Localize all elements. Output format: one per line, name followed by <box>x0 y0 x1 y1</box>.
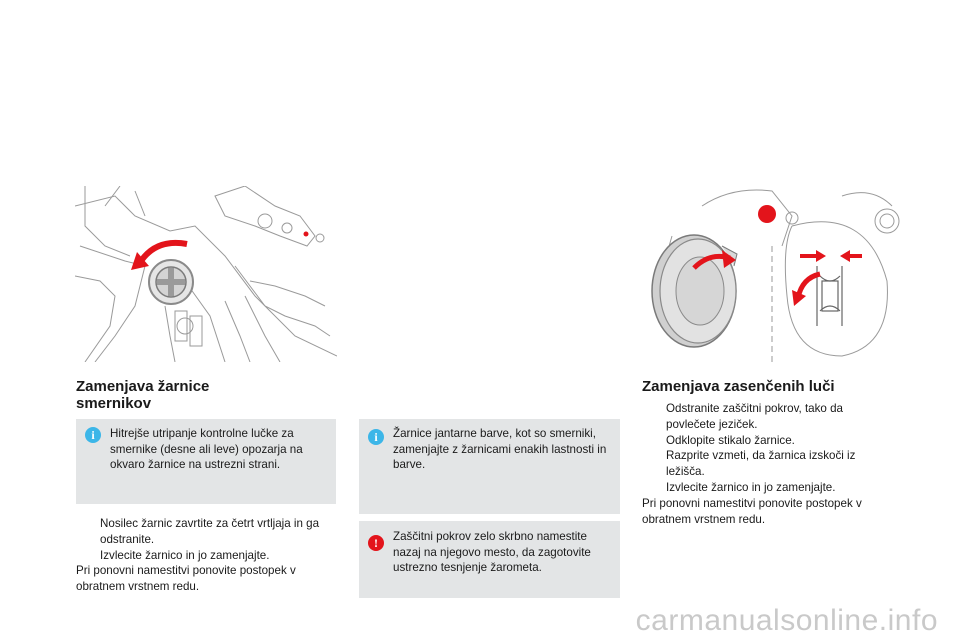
list-item <box>642 448 882 480</box>
list-item <box>642 433 882 449</box>
info-icon: i <box>85 427 101 443</box>
step-text: Nosilec žarnic zavrtite za četrt vrtljaja in ga odstranite. <box>100 517 320 546</box>
turn-signal-illustration <box>75 186 337 362</box>
warning-icon: ! <box>368 535 384 551</box>
turn-signal-heading <box>76 378 209 412</box>
step-text: Odklopite stikalo žarnice. <box>666 433 795 447</box>
list-item <box>76 516 338 548</box>
turn-signal-info-box <box>76 419 336 504</box>
turn-signal-steps <box>76 516 338 595</box>
watermark: carmanualsonline.info <box>635 604 938 637</box>
info-icon: i <box>368 429 384 445</box>
step-text: Izvlecite žarnico in jo zamenjajte. <box>666 480 836 494</box>
step-text: Izvlecite žarnico in jo zamenjajte. <box>100 548 270 562</box>
amber-bulb-info-box <box>359 419 620 514</box>
cover-warning-box <box>359 521 620 598</box>
list-item <box>642 401 882 433</box>
dipped-beam-heading: Zamenjava zasenčenih luči <box>642 378 835 395</box>
amber-bulb-info-text: Žarnice jantarne barve, kot so smerniki, zamenjajte z žarnicami enakih lastnosti in barve. <box>393 427 607 471</box>
dipped-beam-illustration <box>642 186 904 362</box>
step-text: Razprite vzmeti, da žarnica izskoči iz ležišča. <box>666 449 856 479</box>
dipped-beam-steps <box>642 401 882 527</box>
step-text: Odstranite zaščitni pokrov, tako da povlečete jeziček. <box>666 402 843 431</box>
closing-text: Pri ponovni namestitvi ponovite postopek v obratnem vrstnem redu. <box>642 496 862 526</box>
list-item <box>76 548 338 564</box>
turn-signal-heading-line1: Zamenjava žarnice <box>76 378 210 395</box>
closing-text: Pri ponovni namestitvi ponovite postopek v obratnem vrstnem redu. <box>76 564 296 594</box>
list-item <box>642 480 882 496</box>
turn-signal-info-text: Hitrejše utripanje kontrolne lučke za smernike (desne ali leve) opozarja na okvaro žarnice na ustrezni strani. <box>110 427 303 471</box>
cover-warning-text: Zaščitni pokrov zelo skrbno namestite nazaj na njegovo mesto, da zagotovite ustrezno tesnjenje žarometa. <box>393 530 591 574</box>
turn-signal-heading-line2: smernikov <box>76 395 152 412</box>
